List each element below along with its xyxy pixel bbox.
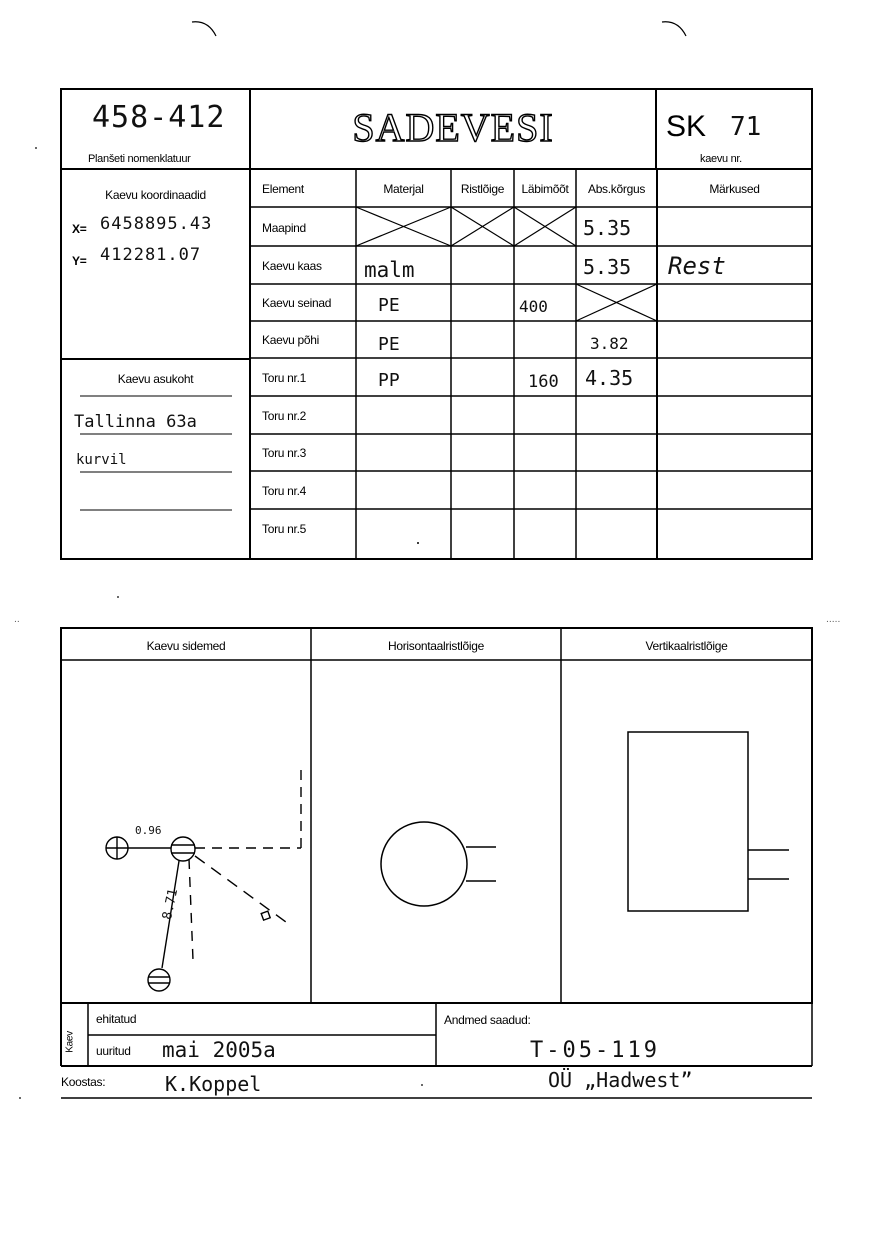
row-element: Toru nr.5 <box>262 522 306 536</box>
row-element: Maapind <box>262 221 306 235</box>
diagram-title-horizontal: Horisontaalristlõige <box>387 639 485 653</box>
author-value: K.Koppel <box>165 1072 262 1096</box>
location-line-2: kurvil <box>76 452 127 468</box>
cell-material: PE <box>378 334 400 355</box>
y-prefix: Y= <box>72 254 87 268</box>
downstream-well-icon <box>148 969 170 991</box>
header-element: Element <box>262 182 304 196</box>
top-form-grid <box>0 0 874 600</box>
cell-material: PP <box>378 370 400 391</box>
connections-sketch <box>61 660 311 1003</box>
x-coordinate: 6458895.43 <box>100 214 213 234</box>
cell-diameter: 400 <box>519 297 548 316</box>
header-cross-section: Ristlõige <box>460 182 505 196</box>
company-value: OÜ „Hadwest” <box>548 1068 693 1092</box>
cell-material: malm <box>364 258 415 282</box>
author-label: Koostas: <box>61 1075 106 1089</box>
header-material: Materjal <box>383 182 424 196</box>
well-number: 71 <box>730 112 762 142</box>
cell-notes: Rest <box>668 252 726 280</box>
cell-elevation: 4.35 <box>585 366 634 390</box>
coordinates-label: Kaevu koordinaadid <box>105 188 206 202</box>
diagram-title-connections: Kaevu sidemed <box>146 639 226 653</box>
row-element: Toru nr.1 <box>262 371 306 385</box>
row-element: Kaevu seinad <box>262 296 332 310</box>
header-elevation: Abs.kõrgus <box>587 182 646 196</box>
current-well-icon <box>171 837 195 861</box>
nomenclature-value: 458-412 <box>92 100 226 135</box>
distance-diagonal: 8.71 <box>160 887 182 922</box>
cell-diameter: 160 <box>528 372 559 392</box>
well-code: SK <box>666 110 707 143</box>
well-side-label: Kaev <box>64 1031 76 1053</box>
surveyed-label: uuritud <box>96 1044 131 1058</box>
row-element: Toru nr.4 <box>262 484 306 498</box>
x-prefix: X= <box>72 222 87 236</box>
nomenclature-label: Planšeti nomenklatuur <box>88 153 191 165</box>
y-coordinate: 412281.07 <box>100 245 202 265</box>
data-received-label: Andmed saadud: <box>444 1013 531 1027</box>
page-title: SADEVESI <box>352 105 554 150</box>
header-notes: Märkused <box>709 182 760 196</box>
cell-material: PE <box>378 295 400 316</box>
location-label: Kaevu asukoht <box>117 372 194 386</box>
row-element: Toru nr.3 <box>262 446 306 460</box>
distance-top: 0.96 <box>135 824 162 837</box>
row-element: Kaevu põhi <box>262 333 320 347</box>
row-element: Toru nr.2 <box>262 409 306 423</box>
well-number-label: kaevu nr. <box>700 153 742 165</box>
row-element: Kaevu kaas <box>262 259 322 273</box>
cell-elevation: 5.35 <box>583 255 632 279</box>
svg-text:..: .. <box>14 615 20 625</box>
data-received-value: T-05-119 <box>530 1038 660 1063</box>
horizontal-section-sketch <box>311 660 561 1003</box>
cell-elevation: 5.35 <box>583 216 632 240</box>
header-diameter: Läbimõõt <box>521 182 569 196</box>
vertical-section-sketch <box>561 660 812 1003</box>
location-line-1: Tallinna 63a <box>74 412 197 432</box>
diagram-title-vertical: Vertikaalristlõige <box>645 639 728 653</box>
surveyed-value: mai 2005a <box>162 1038 276 1062</box>
built-label: ehitatud <box>96 1012 137 1026</box>
cell-elevation: 3.82 <box>590 334 629 353</box>
svg-text:.....: ..... <box>826 615 841 625</box>
